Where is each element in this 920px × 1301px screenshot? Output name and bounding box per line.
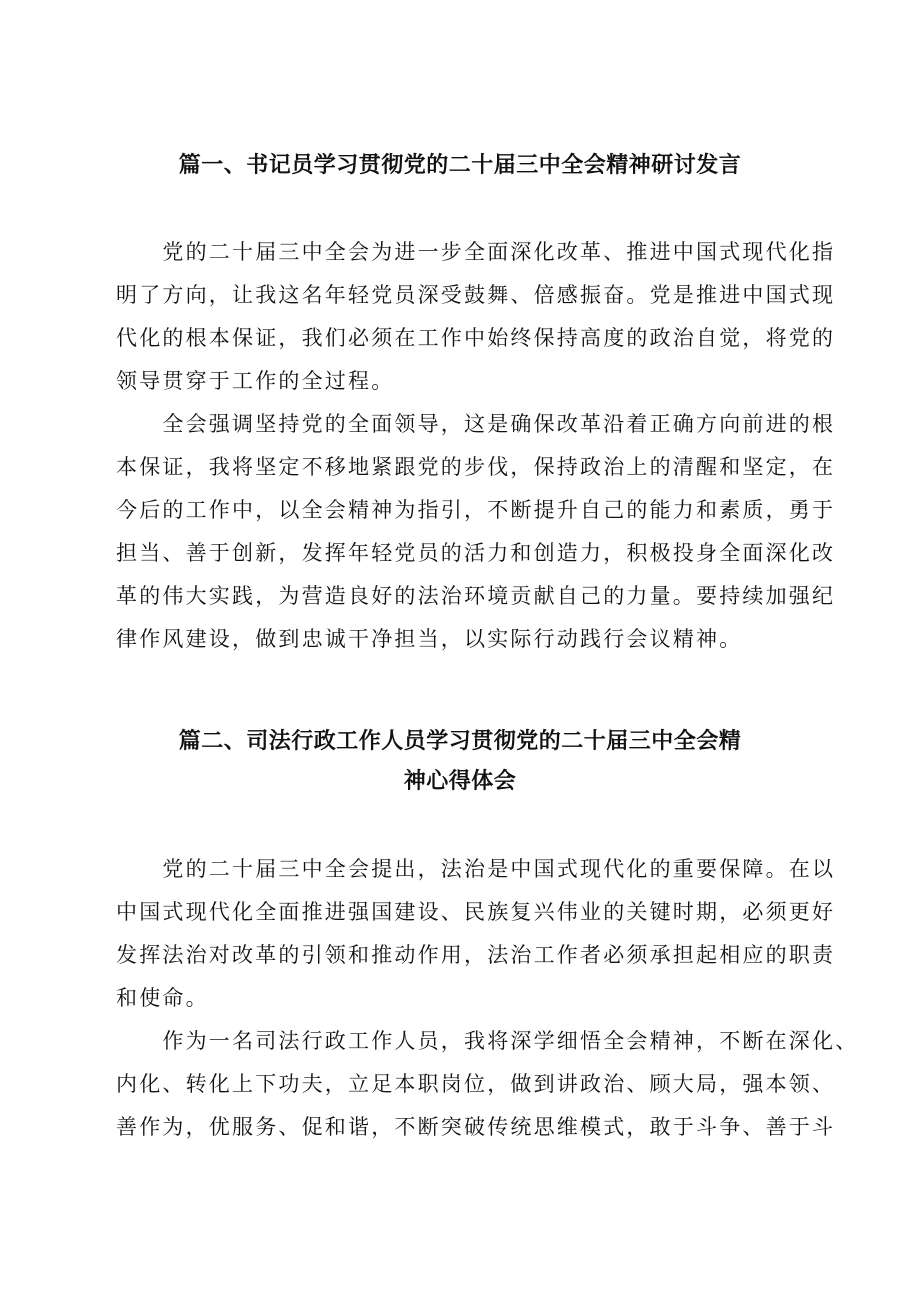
section1-paragraph-1 [116, 231, 836, 403]
paragraph-line: 中国式现代化全面推进强国建设、民族复兴伟业的关键时期，必须更好 [116, 900, 836, 924]
section2-paragraph-1 [116, 848, 836, 1020]
paragraph-line: 全会强调坚持党的全面领导，这是确保改革沿着正确方向前进的根 [116, 412, 836, 436]
paragraph-line: 党的二十届三中全会为进一步全面深化改革、推进中国式现代化指 [116, 240, 836, 264]
paragraph-line: 和使命。 [116, 986, 209, 1010]
section2-title [0, 722, 920, 802]
section2-title-line: 篇二、司法行政工作人员学习贯彻党的二十届三中全会精 [178, 729, 742, 754]
section2-paragraph-2 [116, 1020, 859, 1149]
paragraph-line: 担当、善于创新，发挥年轻党员的活力和创造力，积极投身全面深化改 [116, 541, 836, 565]
section1-title: 篇一、书记员学习贯彻党的二十届三中全会精神研讨发言 [178, 153, 742, 178]
paragraph-line: 革的伟大实践，为营造良好的法治环境贡献自己的力量。要持续加强纪 [116, 584, 836, 608]
paragraph-line: 发挥法治对改革的引领和推动作用，法治工作者必须承担起相应的职责 [116, 943, 836, 967]
paragraph-line: 内化、转化上下功夫，立足本职岗位，做到讲政治、顾大局，强本领、 [116, 1072, 836, 1096]
section1-paragraph-2 [116, 403, 836, 661]
paragraph-line: 作为一名司法行政工作人员，我将深学细悟全会精神，不断在深化、 [116, 1029, 859, 1053]
paragraph-line: 明了方向，让我这名年轻党员深受鼓舞、倍感振奋。党是推进中国式现 [116, 283, 836, 307]
paragraph-line: 代化的根本保证，我们必须在工作中始终保持高度的政治自觉，将党的 [116, 326, 836, 350]
paragraph-line: 本保证，我将坚定不移地紧跟党的步伐，保持政治上的清醒和坚定，在 [116, 455, 836, 479]
paragraph-line: 党的二十届三中全会提出，法治是中国式现代化的重要保障。在以 [116, 857, 836, 881]
paragraph-line: 善作为，优服务、促和谐，不断突破传统思维模式，敢于斗争、善于斗 [116, 1115, 836, 1139]
paragraph-line: 领导贯穿于工作的全过程。 [116, 369, 395, 393]
section2-title-line: 神心得体会 [403, 769, 517, 794]
paragraph-line: 律作风建设，做到忠诚干净担当，以实际行动践行会议精神。 [116, 627, 743, 651]
paragraph-line: 今后的工作中，以全会精神为指引，不断提升自己的能力和素质，勇于 [116, 498, 836, 522]
